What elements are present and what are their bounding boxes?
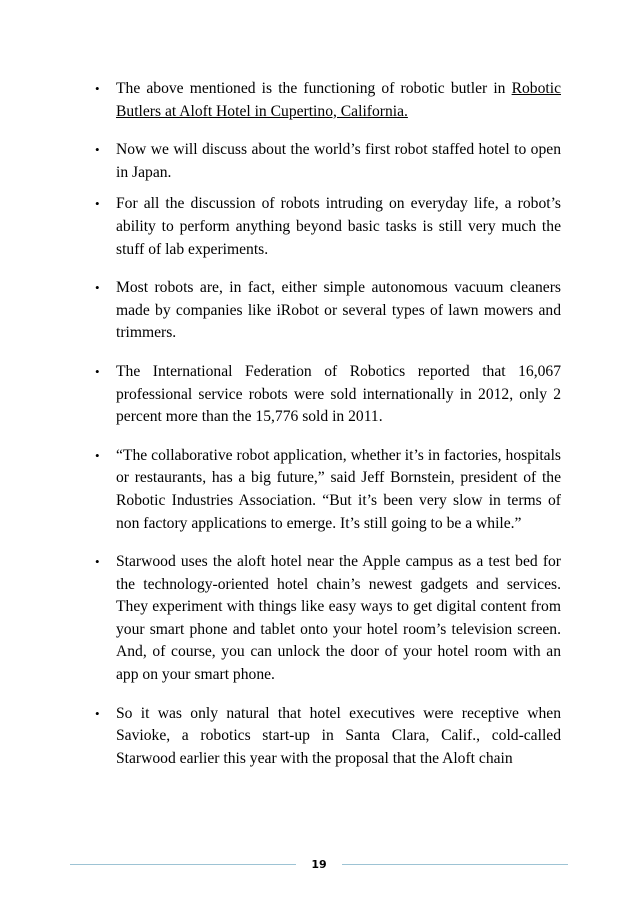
bullet-item [95, 361, 561, 429]
footer-rule-right [342, 864, 568, 865]
bullet-icon: • [95, 196, 100, 212]
bullet-text: Now we will discuss about the world’s first robot staffed hotel to open in Japan. [116, 141, 561, 181]
bullet-icon: • [95, 554, 100, 570]
bullet-icon: • [95, 81, 100, 96]
bullet-item [95, 703, 561, 771]
bullet-item [95, 277, 561, 345]
bullet-item [95, 193, 561, 261]
page-footer [70, 855, 568, 875]
bullet-item [95, 551, 561, 687]
bullet-text: “The collaborative robot application, whether it’s in factories, hospitals or restaurants, has a big future,” said Jeff Bornstein, president of the Robotic Industries Association. “But it’s been very slow in terms of non factory applications to emerge. It’s still going to be a while.” [116, 446, 561, 532]
bullet-icon: • [95, 447, 100, 463]
bullet-icon: • [95, 280, 100, 296]
bullet-item [95, 78, 561, 123]
bullet-list [95, 78, 561, 770]
bullet-text: Most robots are, in fact, either simple autonomous vacuum cleaners made by companies like iRobot or several types of lawn mowers and trimmers. [116, 279, 561, 342]
bullet-icon: • [95, 142, 100, 158]
bullet-icon: • [95, 705, 100, 721]
bullet-text: The International Federation of Robotics reported that 16,067 professional service robots were sold internationally in 2012, only 2 percent more than the 15,776 sold in 2011. [116, 362, 561, 426]
bullet-icon: • [95, 363, 100, 379]
bullet-item [95, 139, 561, 184]
bullet-text: For all the discussion of robots intruding on everyday life, a robot’s ability to perform anything beyond basic tasks is still very much the stuff of lab experiments. [116, 195, 561, 258]
bullet-text [116, 78, 561, 123]
bullet-text: Starwood uses the aloft hotel near the Apple campus as a test bed for the technology-oriented hotel chain’s newest gadgets and services. They experiment with things like easy ways to get digital content from your smart phone and tablet onto your hotel room’s television screen. And, of course, you can unlock the door of your hotel room with an app on your smart phone. [116, 553, 561, 684]
bullet-text-lead: The above mentioned is the functioning of robotic butler in [116, 80, 506, 97]
bullet-text: So it was only natural that hotel executives were receptive when Savioke, a robotics start-up in Santa Clara, Calif., cold-called Starwood earlier this year with the proposal that the Aloft chain [116, 704, 561, 767]
page-number: 19 [311, 858, 327, 871]
underlined-reference-link[interactable]: Robotic Butlers at Aloft Hotel in Cupertino, California. [116, 80, 561, 120]
bullet-item [95, 445, 561, 535]
